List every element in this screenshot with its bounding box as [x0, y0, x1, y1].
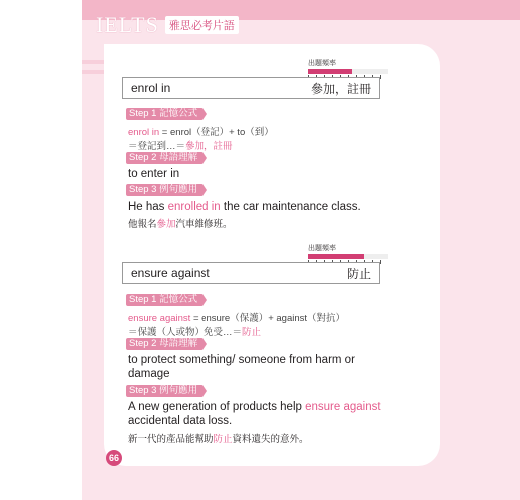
step3-label: Step 3 例句應用 — [126, 385, 203, 397]
term-meaning: 防止 — [346, 266, 371, 281]
formula-prefix: ＝保護（人或物）免受…＝ — [128, 327, 243, 338]
example-highlight: ensure against — [305, 401, 381, 413]
formula-prefix: ＝登記到…＝ — [128, 141, 186, 152]
page-number: 66 — [106, 450, 122, 466]
frequency-label: 出題頻率 — [308, 245, 336, 252]
formula-term: ensure against — [128, 313, 191, 324]
term-box — [122, 262, 380, 284]
formula-line — [128, 310, 345, 324]
term: enrol in — [131, 81, 171, 95]
step3-label: Step 3 例句應用 — [126, 184, 203, 196]
step1-label: Step 1 記憶公式 — [126, 294, 203, 306]
translation-highlight: 防止 — [213, 434, 233, 445]
decor-stripe — [82, 60, 104, 64]
example-translation — [128, 431, 309, 445]
formula-term: enrol in — [128, 127, 160, 138]
translation-pre: 新一代的產品能幫助 — [128, 434, 214, 445]
translation-post: 汽車維修班。 — [175, 219, 233, 230]
formula-line-2 — [128, 324, 261, 338]
formula-rest: = ensure（保護）+ against（對抗） — [190, 313, 346, 324]
formula-highlight: 防止 — [242, 327, 262, 338]
definition-continued: damage — [128, 368, 170, 380]
frequency-meter — [308, 58, 388, 79]
term-box — [122, 77, 380, 99]
example-highlight: enrolled in — [167, 201, 221, 213]
frequency-label: 出題頻率 — [308, 60, 336, 67]
example-pre: He has — [128, 201, 168, 213]
step1-label: Step 1 記憶公式 — [126, 108, 203, 120]
formula-line — [128, 124, 274, 138]
term-meaning: 參加，註冊 — [310, 81, 371, 96]
step2-label: Step 2 母語理解 — [126, 338, 203, 350]
definition: to protect something/ someone from harm or — [128, 354, 355, 366]
frequency-bar — [308, 69, 388, 74]
formula-line-2 — [128, 138, 233, 152]
book-subtitle: 雅思必考片語 — [165, 16, 239, 34]
example-post: the car maintenance class. — [220, 201, 361, 213]
header-logo — [96, 10, 239, 40]
step2-label: Step 2 母語理解 — [126, 152, 203, 164]
frequency-fill — [308, 69, 352, 74]
decor-stripe — [82, 70, 104, 74]
translation-pre: 他報名 — [128, 219, 157, 230]
example-sentence — [128, 201, 361, 213]
frequency-bar — [308, 254, 388, 259]
example-translation — [128, 216, 233, 230]
example-sentence — [128, 401, 381, 413]
definition: to enter in — [128, 168, 180, 180]
example-pre: A new generation of products help — [128, 401, 306, 413]
term: ensure against — [131, 266, 210, 280]
formula-highlight: 參加，註冊 — [185, 141, 233, 152]
formula-rest: = enrol（登記）+ to（到） — [159, 127, 274, 138]
example-sentence-continued: accidental data loss. — [128, 415, 233, 427]
brand-title: IELTS — [96, 12, 159, 37]
translation-highlight: 參加 — [156, 219, 176, 230]
frequency-meter — [308, 243, 388, 264]
translation-post: 資料遺失的意外。 — [232, 434, 309, 445]
frequency-fill — [308, 254, 364, 259]
